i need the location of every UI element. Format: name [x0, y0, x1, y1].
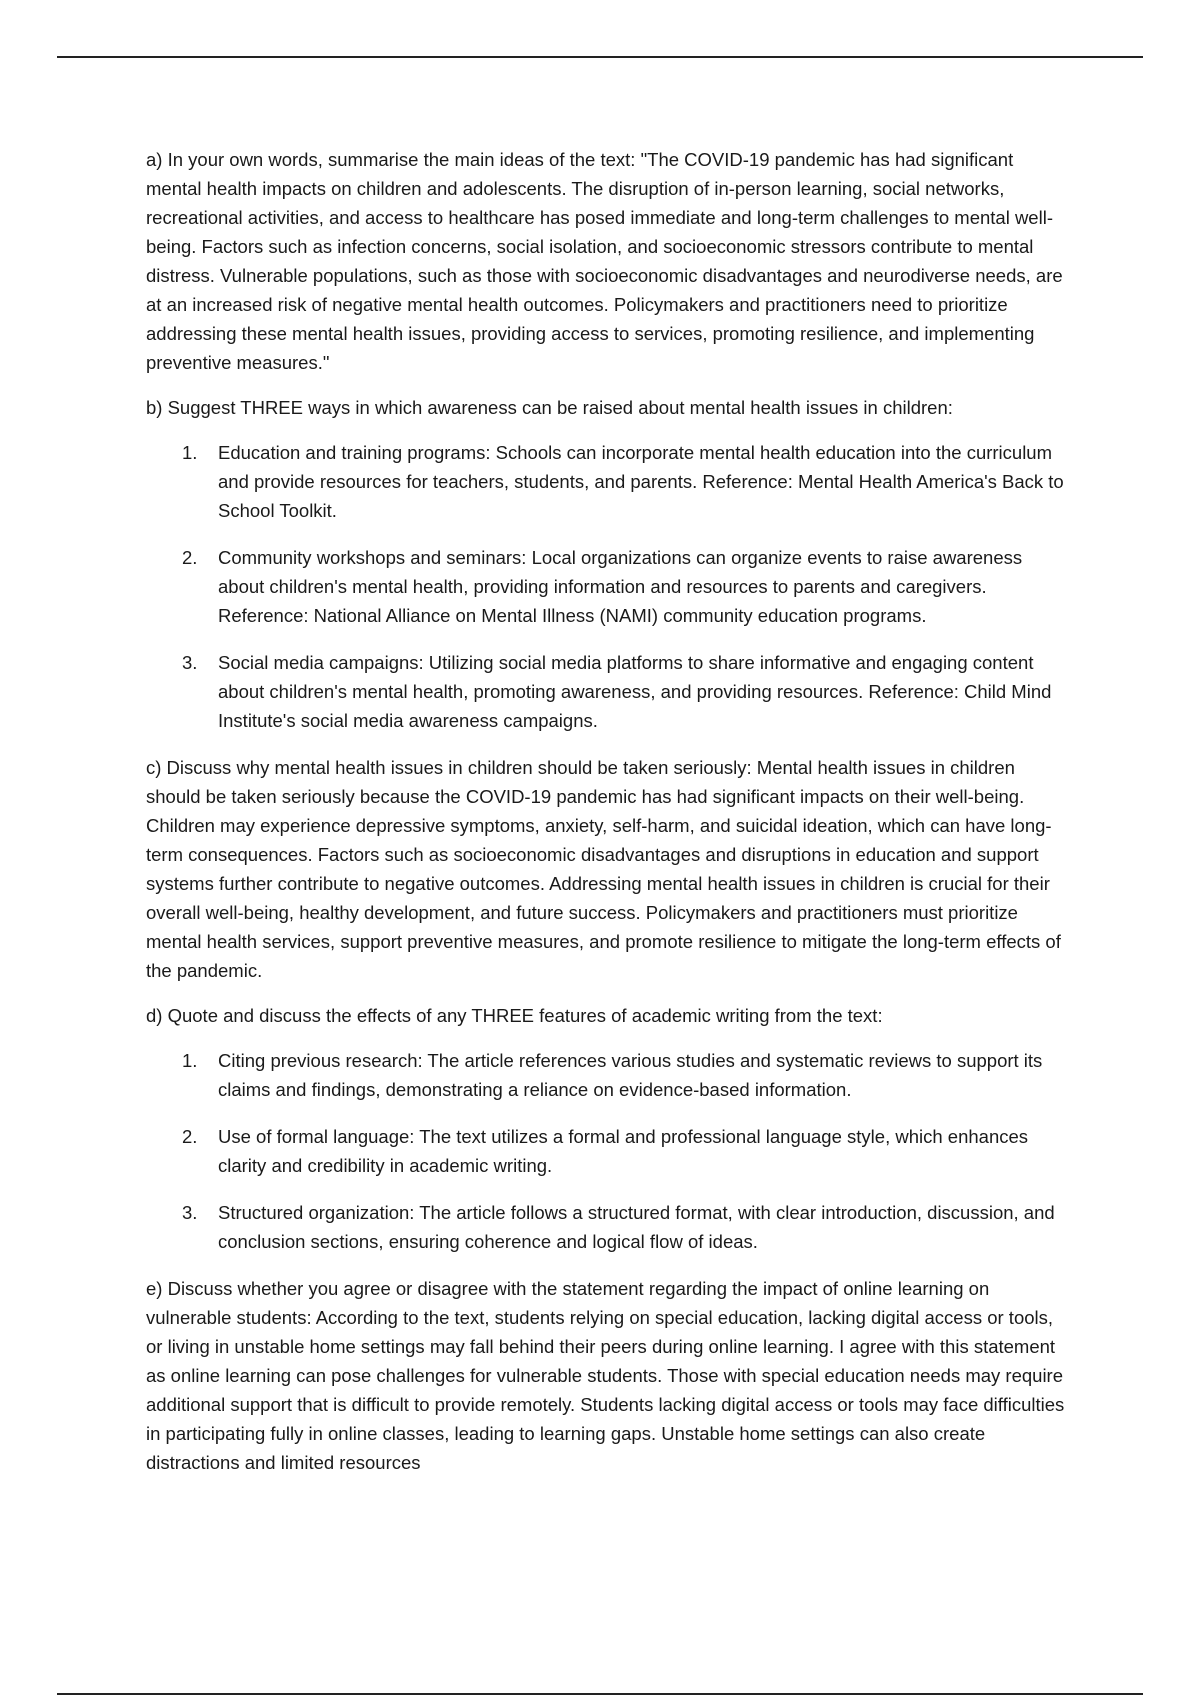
list-item-number: 2.: [182, 1126, 198, 1147]
list-item-number: 2.: [182, 547, 198, 568]
list-item-number: 1.: [182, 442, 198, 463]
list-item-text: Citing previous research: The article references various studies and systematic reviews to support its claims and findings, demonstrating a reliance on evidence-based information.: [218, 1050, 1043, 1100]
list-item-number: 1.: [182, 1050, 198, 1071]
list-item-text: Structured organization: The article follows a structured format, with clear introduction, discussion, and conclusion sections, ensuring coherence and logical flow of ideas.: [218, 1202, 1055, 1252]
list-item-text: Social media campaigns: Utilizing social media platforms to share informative and engaging content about children's mental health, promoting awareness, and providing resources. Reference: Child Mind Institute's social media awareness campaigns.: [218, 652, 1052, 731]
list-item-text: Community workshops and seminars: Local organizations can organize events to raise awareness about children's mental health, providing information and resources to parents and caregivers. Reference: National Alliance on Mental Illness (NAMI) community education programs.: [218, 547, 1023, 626]
list-item-number: 3.: [182, 652, 198, 673]
section-b-list: [146, 438, 1066, 735]
list-item: [146, 1122, 1066, 1180]
top-rule: [57, 56, 1143, 58]
document-body: [146, 145, 1066, 1493]
list-item: [146, 1198, 1066, 1256]
section-d-list: [146, 1046, 1066, 1256]
list-item-text: Education and training programs: Schools can incorporate mental health education into the curriculum and provide resources for teachers, students, and parents. Reference: Mental Health America's Back to School Toolkit.: [218, 442, 1064, 521]
list-item: [146, 1046, 1066, 1104]
section-e-paragraph: e) Discuss whether you agree or disagree with the statement regarding the impact of online learning on vulnerable students: According to the text, students relying on special education, lacking digital access or tools, or living in unstable home settings may fall behind their peers during online learning. I agree with this statement as online learning can pose challenges for vulnerable students. Those with special education needs may require additional support that is difficult to provide remotely. Students lacking digital access or tools may face difficulties in participating fully in online classes, leading to learning gaps. Unstable home settings can also create distractions and limited resources: [146, 1278, 1065, 1473]
section-d-heading: d) Quote and discuss the effects of any THREE features of academic writing from the text:: [146, 1005, 883, 1026]
section-c-paragraph: c) Discuss why mental health issues in children should be taken seriously: Mental health issues in children should be taken seriously because the COVID-19 pandemic has had significant impacts on their well-being. Children may experience depressive symptoms, anxiety, self-harm, and suicidal ideation, which can have long-term consequences. Factors such as socioeconomic disadvantages and disruptions in education and support systems further contribute to negative outcomes. Addressing mental health issues in children is crucial for their overall well-being, healthy development, and future success. Policymakers and practitioners must prioritize mental health services, support preventive measures, and promote resilience to mitigate the long-term effects of the pandemic.: [146, 757, 1061, 981]
bottom-rule: [57, 1693, 1143, 1695]
list-item-text: Use of formal language: The text utilizes a formal and professional language style, which enhances clarity and credibility in academic writing.: [218, 1126, 1029, 1176]
list-item-number: 3.: [182, 1202, 198, 1223]
section-a-paragraph: a) In your own words, summarise the main ideas of the text: "The COVID-19 pandemic has had significant mental health impacts on children and adolescents. The disruption of in-person learning, social networks, recreational activities, and access to healthcare has posed immediate and long-term challenges to mental well-being. Factors such as infection concerns, social isolation, and socioeconomic stressors contribute to mental distress. Vulnerable populations, such as those with socioeconomic disadvantages and neurodiverse needs, are at an increased risk of negative mental health outcomes. Policymakers and practitioners need to prioritize addressing these mental health issues, providing access to services, promoting resilience, and implementing preventive measures.": [146, 149, 1063, 373]
list-item: [146, 543, 1066, 630]
list-item: [146, 648, 1066, 735]
list-item: [146, 438, 1066, 525]
section-b-heading: b) Suggest THREE ways in which awareness can be raised about mental health issues in children:: [146, 397, 953, 418]
